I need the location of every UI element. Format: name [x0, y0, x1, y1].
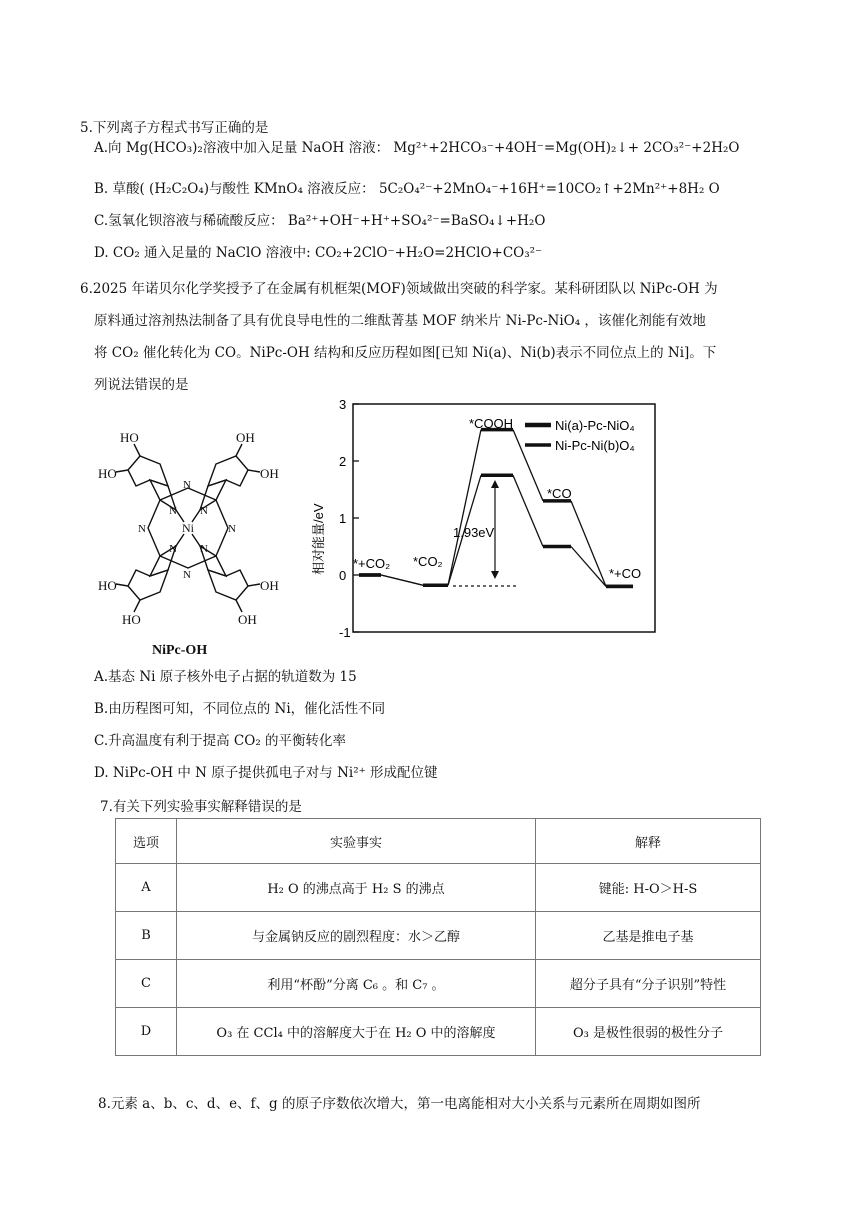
q6-stem-line1: 6.2025 年诺贝尔化学奖授予了在金属有机框架(MOF)领域做出突破的科学家。某科研团队以 NiPc-OH 为 [80, 281, 718, 297]
svg-text:OH: OH [236, 430, 255, 445]
connector [571, 547, 606, 587]
svg-text:HO: HO [98, 578, 117, 593]
cell-option: C [116, 960, 177, 1008]
molecule-label: NiPc-OH [152, 643, 208, 658]
q6-stem-line2: 原料通过溶剂热法制备了具有优良导电性的二维酞菁基 MOF 纳米片 Ni-Pc-NiO₄ ，该催化剂能有效地 [94, 313, 706, 329]
connector [448, 430, 481, 586]
svg-text:HO: HO [122, 612, 141, 627]
barrier-label: 1.93eV [453, 525, 495, 540]
header-option: 选项 [116, 819, 177, 864]
cell-explanation: O₃ 是极性很弱的极性分子 [536, 1008, 761, 1056]
y-tick-label: 3 [339, 397, 347, 412]
connector [571, 501, 606, 587]
svg-text:N: N [200, 505, 208, 517]
q6-option-a: A.基态 Ni 原子核外电子占据的轨道数为 15 [94, 669, 357, 685]
svg-text:OH: OH [260, 466, 279, 481]
energy-profile-chart [303, 390, 668, 645]
state-label: *COOH [469, 416, 514, 431]
table-row [116, 864, 761, 912]
svg-text:N: N [169, 505, 177, 517]
header-explanation: 解释 [536, 819, 761, 864]
y-tick-label: 1 [339, 511, 347, 526]
svg-text:N: N [228, 523, 236, 535]
q5-option-d: D. CO₂ 通入足量的 NaClO 溶液中: CO₂+2ClO⁻+H₂O=2HClO+CO₃²⁻ [94, 245, 543, 261]
q6-stem-line3: 将 CO₂ 催化转化为 CO。NiPc-OH 结构和反应历程如图[已知 Ni(a)、Ni(b)表示不同位点上的 Ni]。下 [94, 345, 717, 361]
q5-option-b: B. 草酸( (H₂C₂O₄)与酸性 KMnO₄ 溶液反应： 5C₂O₄²⁻+2MnO₄⁻+16H⁺=10CO₂↑+2Mn²⁺+8H₂ O [94, 181, 720, 197]
cell-fact: H₂ O 的沸点高于 H₂ S 的沸点 [177, 864, 536, 912]
nipc-oh-structure [88, 430, 288, 660]
q6-option-b: B.由历程图可知，不同位点的 Ni，催化活性不同 [94, 701, 386, 717]
table-row [116, 1008, 761, 1056]
svg-text:HO: HO [120, 430, 139, 445]
series-1 [359, 430, 633, 587]
cell-fact: O₃ 在 CCl₄ 中的溶解度大于在 H₂ O 中的溶解度 [177, 1008, 536, 1056]
cell-explanation: 键能: H-O＞H-S [536, 864, 761, 912]
cell-explanation: 超分子具有“分子识别”特性 [536, 960, 761, 1008]
table-header-row [116, 819, 761, 864]
cell-option: D [116, 1008, 177, 1056]
svg-text:N: N [183, 479, 191, 491]
q6-stem-line4: 列说法错误的是 [94, 377, 189, 393]
svg-text:Ni: Ni [182, 521, 194, 535]
legend-label: Ni(a)-Pc-NiO₄ [555, 418, 635, 433]
state-label: *CO₂ [413, 554, 443, 569]
header-fact: 实验事实 [177, 819, 536, 864]
experiment-table [115, 818, 761, 1056]
table-row [116, 912, 761, 960]
svg-text:N: N [138, 523, 146, 535]
q8-stem: 8.元素 a、b、c、d、e、f、g 的原子序数依次增大，第一电离能相对大小关系与元素所在周期如图所 [98, 1096, 701, 1112]
cell-option: A [116, 864, 177, 912]
svg-text:N: N [169, 543, 177, 555]
legend-label: Ni-Pc-Ni(b)O₄ [555, 438, 635, 453]
cell-explanation: 乙基是推电子基 [536, 912, 761, 960]
svg-text:OH: OH [260, 578, 279, 593]
svg-text:HO: HO [98, 466, 117, 481]
state-label: *+CO₂ [353, 556, 391, 571]
q5-stem: 5.下列离子方程式书写正确的是 [80, 120, 269, 136]
connector [513, 475, 543, 546]
svg-text:N: N [183, 569, 191, 581]
svg-text:OH: OH [238, 612, 257, 627]
q5-option-a: A.向 Mg(HCO₃)₂溶液中加入足量 NaOH 溶液： Mg²⁺+2HCO₃⁻+4OH⁻=Mg(OH)₂↓+ 2CO₃²⁻+2H₂O [94, 140, 740, 156]
cell-fact: 与金属钠反应的剧烈程度：水＞乙醇 [177, 912, 536, 960]
cell-fact: 利用“杯酚”分离 C₆ 。和 C₇ 。 [177, 960, 536, 1008]
table-row [116, 960, 761, 1008]
q6-option-c: C.升高温度有利于提高 CO₂ 的平衡转化率 [94, 733, 347, 749]
y-tick-label: -1 [339, 625, 351, 640]
y-axis-label: 相对能量/eV [311, 503, 326, 575]
state-label: *CO [547, 486, 572, 501]
y-tick-label: 0 [339, 568, 347, 583]
connector [381, 575, 423, 585]
q5-option-c: C.氢氧化钡溶液与稀硫酸反应： Ba²⁺+OH⁻+H⁺+SO₄²⁻=BaSO₄↓+H₂O [94, 213, 546, 229]
y-tick-label: 2 [339, 454, 347, 469]
q6-option-d: D. NiPc-OH 中 N 原子提供孤电子对与 Ni²⁺ 形成配位键 [94, 765, 438, 781]
connector [513, 430, 543, 501]
series-2 [359, 475, 633, 586]
q7-stem: 7.有关下列实验事实解释错误的是 [100, 799, 302, 815]
svg-text:N: N [200, 543, 208, 555]
cell-option: B [116, 912, 177, 960]
state-label: *+CO [609, 566, 642, 581]
